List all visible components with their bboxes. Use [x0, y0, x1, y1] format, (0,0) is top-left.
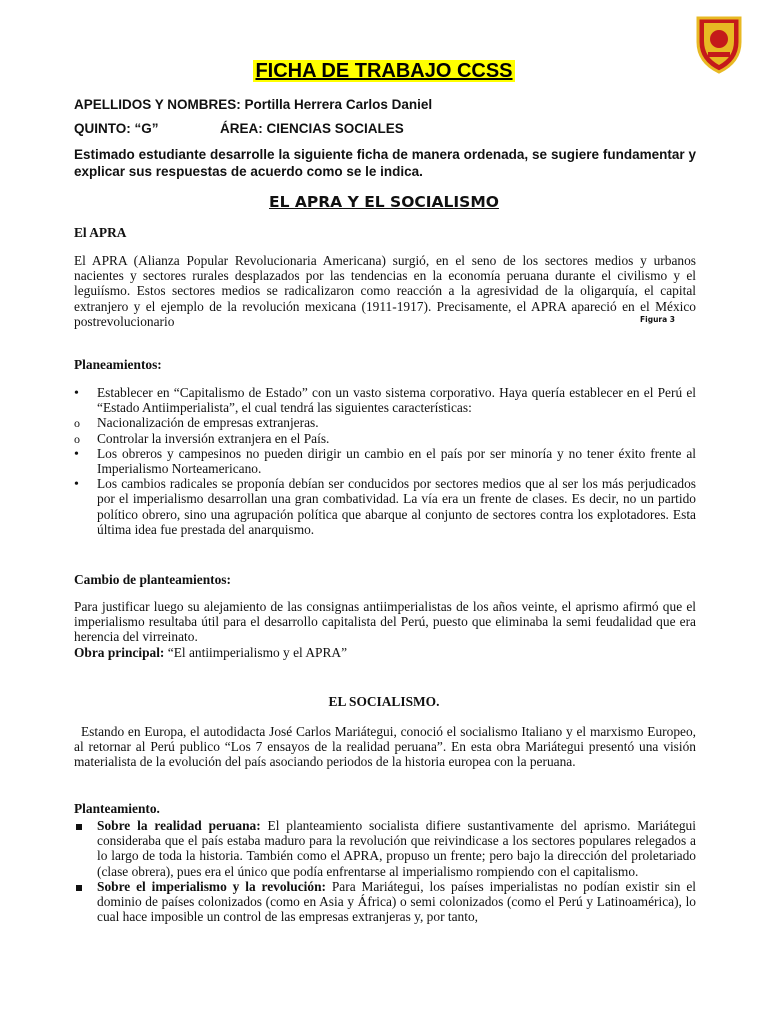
list-item-text: Para Mariátegui, los países imperialistas no podían existir sin el dominio de países colonizados (como en Asia y África) o semi colonizados (como el Perú y Latinoamérica), lo cual hace imposible un control de las empresas extranjeras y, por tanto,	[97, 878, 696, 925]
socialismo-paragraph: Estando en Europa, el autodidacta José Carlos Mariátegui, conoció el socialismo Italiano y el marxismo Europeo, al retornar al Perú publico “Los 7 ensayos de la realidad peruana”. En esta obra Mariátegui presentó una visión materialista de la evolución del país asociando periodos de la historia europea con la peruana.	[74, 724, 696, 770]
list-item-text: Los cambios radicales se proponía debían ser conducidos por sectores medios que al ser los más perjudicados por el imperialismo desarrollan una gran combatividad. La vía era un frente de clases. Es decir, no un partido político obrero, sino una agrupación política que abarque al conjunto de sectores contra los explotadores. Esta última idea fue prestada del anarquismo.	[97, 476, 696, 537]
obra-principal	[74, 645, 696, 660]
grade-line	[74, 121, 404, 136]
obra-value: “El antiimperialismo y el APRA”	[167, 645, 348, 660]
list-item	[74, 415, 696, 430]
apra-heading: El APRA	[74, 225, 127, 240]
list-item-text: Los obreros y campesinos no pueden dirigir un cambio en el país por ser minoría y no tener éxito frente al Imperialismo Norteamericano.	[97, 445, 696, 477]
square-bullet-icon	[74, 879, 90, 894]
socialismo-heading: EL SOCIALISMO.	[328, 694, 440, 709]
planteamientos-heading: Planeamientos:	[74, 357, 162, 372]
bullet-icon	[74, 446, 90, 462]
square-bullet-icon	[74, 818, 90, 833]
figure-label: Figura 3	[640, 315, 675, 324]
worksheet-title: FICHA DE TRABAJO CCSS	[255, 60, 513, 82]
section-title: EL APRA Y EL SOCIALISMO	[269, 193, 499, 211]
list-item	[74, 385, 696, 415]
cambio-heading: Cambio de planteamientos:	[74, 572, 231, 587]
bullet-icon	[74, 476, 90, 492]
apra-paragraph: El APRA (Alianza Popular Revolucionaria Americana) surgió, en el seno de los sectores medios y urbanos nacientes y sectores rurales desplazados por las tendencias en la economía peruana durante el civilismo y el leguiísmo. Estos sectores medios se radicalizaron como reacción a la agresividad de la oligarquía, el capital extranjero y el ejemplo de la revolución mexicana (1911-1917). Precisamente, el APRA apareció en el México postrevolucionario	[74, 253, 696, 329]
list-item	[74, 879, 696, 925]
list-item	[74, 818, 696, 879]
list-item	[74, 476, 696, 537]
instructions: Estimado estudiante desarrolle la siguiente ficha de manera ordenada, se sugiere fundamentar y explicar sus respuestas de acuerdo como se le indica.	[74, 147, 696, 179]
circle-bullet-icon	[74, 431, 90, 447]
list-item	[74, 446, 696, 476]
grade-label: QUINTO: “G”	[74, 121, 159, 136]
cambio-paragraph: Para justificar luego su alejamiento de las consignas antiimperialistas de los años veinte, el aprismo afirmó que el imperialismo resultaba útil para el desarrollo capitalista del Perú, puesto que eliminaba la semi feudalidad que era herencia del virreinato.	[74, 599, 696, 645]
obra-label: Obra principal:	[74, 645, 165, 660]
list-item-text: Establecer en “Capitalismo de Estado” con un vasto sistema corporativo. Haya quería establecer en el Perú el “Estado Antiimperialista”, el cual tendrá las siguientes características:	[97, 385, 696, 416]
list-item-text: Nacionalización de empresas extranjeras.	[97, 415, 319, 431]
list-item-lead: Sobre el imperialismo y la revolución:	[97, 878, 326, 894]
list-item-lead: Sobre la realidad peruana:	[97, 818, 261, 833]
list-item	[74, 431, 696, 446]
list-item-text: El planteamiento socialista difiere sustantivamente del aprismo. Mariátegui consideraba que el país estaba maduro para la revolución que reivindicase a los sectores populares relegados a lo largo de toda la historia. También como el APRA, propuso un frente; pero bajo la dirección del proletariado (clase obrera), pues era el único que podía enfrentarse al imperialismo rompiendo con el capitalismo.	[97, 818, 696, 879]
bullet-icon	[74, 385, 90, 401]
socialismo-list	[74, 818, 696, 924]
planteamiento-heading: Planteamiento.	[74, 801, 160, 816]
list-item-text: Controlar la inversión extranjera en el País.	[97, 430, 330, 446]
area-label: ÁREA: CIENCIAS SOCIALES	[220, 121, 404, 136]
planteamientos-list	[74, 385, 696, 537]
student-names: APELLIDOS Y NOMBRES: Portilla Herrera Carlos Daniel	[74, 97, 433, 112]
circle-bullet-icon	[74, 415, 90, 431]
